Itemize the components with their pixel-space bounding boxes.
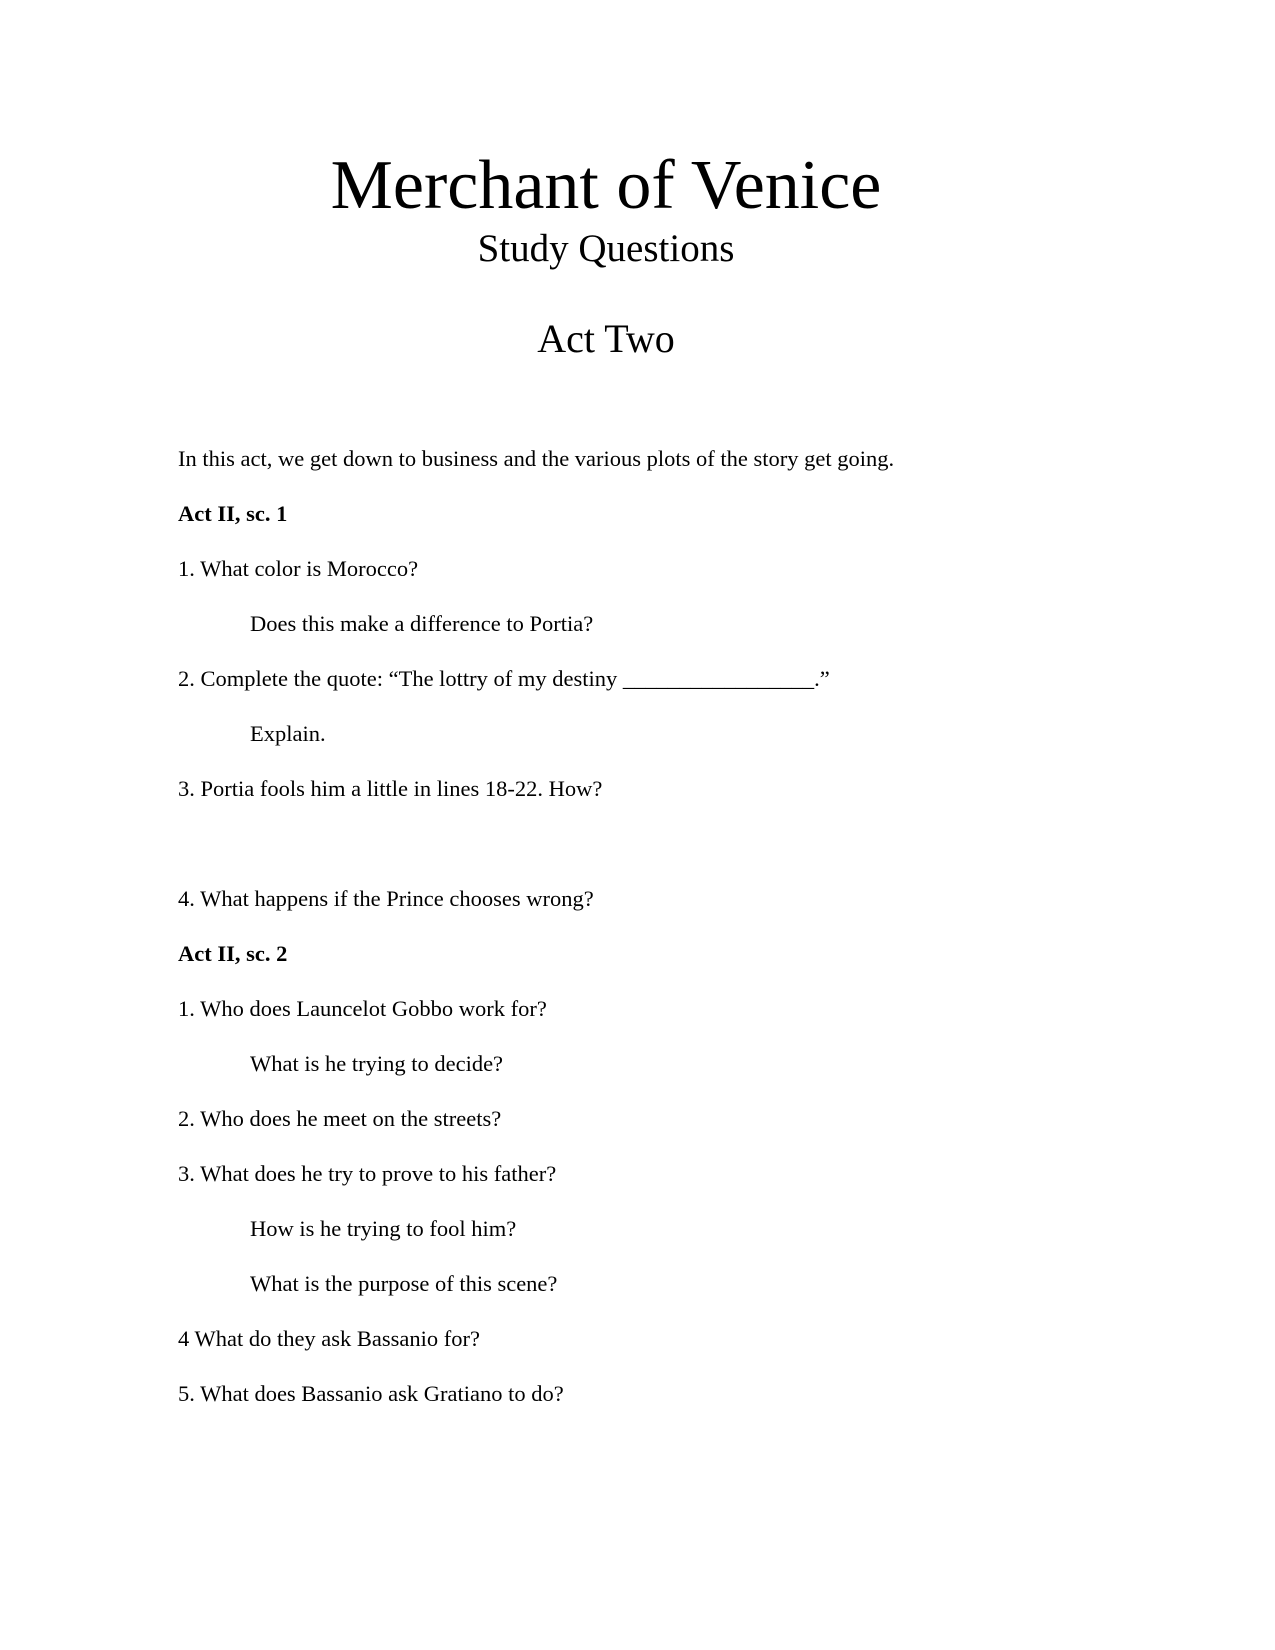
question: 1. What color is Morocco? (178, 556, 419, 581)
question: 2. Who does he meet on the streets? (178, 1106, 502, 1131)
scene-heading: Act II, sc. 1 (178, 501, 288, 526)
sub-question: What is the purpose of this scene? (250, 1271, 558, 1296)
intro-text: In this act, we get down to business and the various plots of the story get going. (178, 446, 895, 471)
question: 5. What does Bassanio ask Gratiano to do? (178, 1381, 564, 1406)
question: 3. Portia fools him a little in lines 18-22. How? (178, 776, 603, 801)
question: 2. Complete the quote: “The lottry of my destiny _________________.” (178, 666, 830, 691)
question: 4. What happens if the Prince chooses wrong? (178, 886, 594, 911)
scene-heading: Act II, sc. 2 (178, 941, 288, 966)
question: 1. Who does Launcelot Gobbo work for? (178, 996, 547, 1021)
sub-question: Does this make a difference to Portia? (250, 611, 594, 636)
question: 4 What do they ask Bassanio for? (178, 1326, 481, 1351)
document-subtitle: Study Questions (477, 227, 735, 270)
question: 3. What does he try to prove to his father? (178, 1161, 557, 1186)
act-heading: Act Two (537, 316, 675, 361)
sub-question: Explain. (250, 721, 326, 746)
sub-question: How is he trying to fool him? (250, 1216, 517, 1241)
document-title: Merchant of Venice (330, 147, 882, 224)
sub-question: What is he trying to decide? (250, 1051, 504, 1076)
